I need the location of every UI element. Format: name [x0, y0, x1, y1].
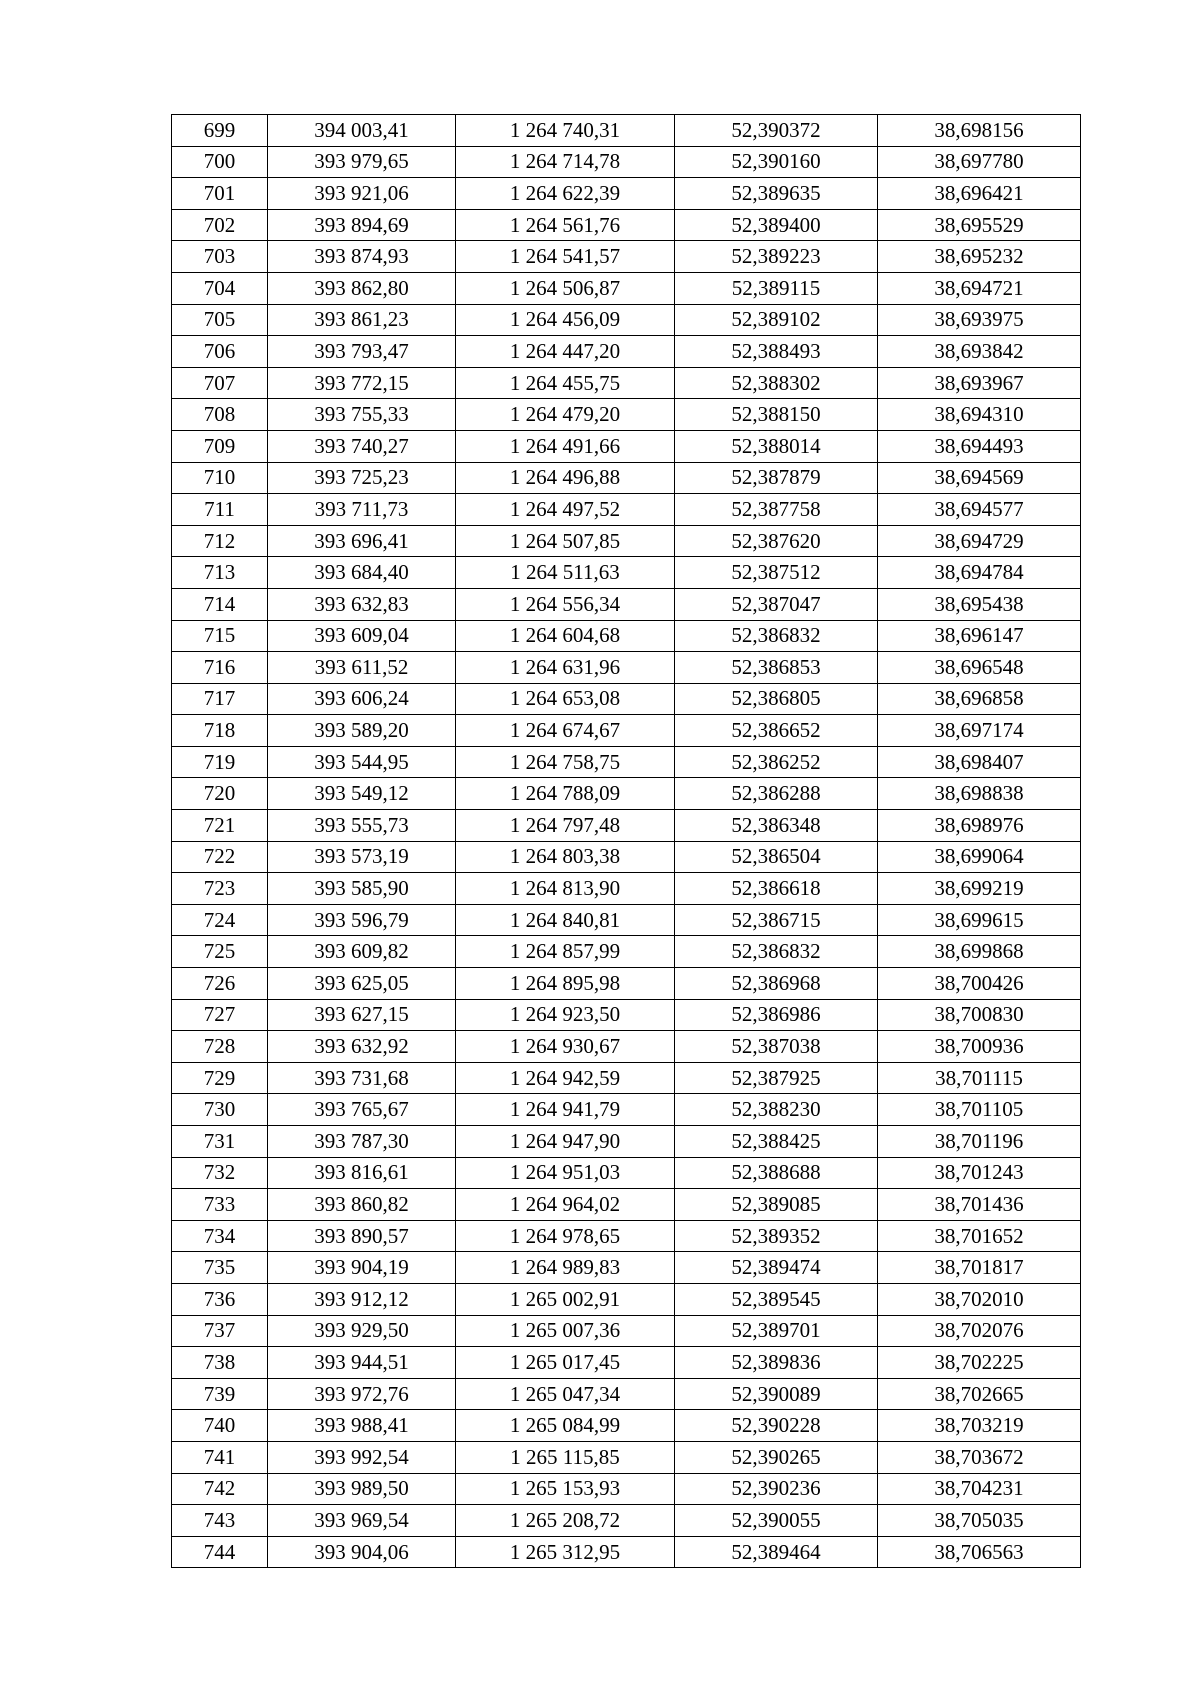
x-coordinate-cell: 393 627,15: [268, 999, 456, 1031]
y-coordinate-cell: 1 264 491,66: [456, 430, 675, 462]
table-row: [172, 462, 1081, 494]
point-number-cell: 725: [172, 936, 268, 968]
longitude-cell: 38,699868: [878, 936, 1081, 968]
latitude-cell: 52,389635: [675, 178, 878, 210]
latitude-cell: 52,387925: [675, 1062, 878, 1094]
point-number-cell: 716: [172, 652, 268, 684]
latitude-cell: 52,386252: [675, 746, 878, 778]
y-coordinate-cell: 1 264 622,39: [456, 178, 675, 210]
longitude-cell: 38,700936: [878, 1031, 1081, 1063]
longitude-cell: 38,695529: [878, 209, 1081, 241]
x-coordinate-cell: 393 725,23: [268, 462, 456, 494]
table-row: [172, 1062, 1081, 1094]
longitude-cell: 38,703219: [878, 1410, 1081, 1442]
table-row: [172, 367, 1081, 399]
point-number-cell: 719: [172, 746, 268, 778]
y-coordinate-cell: 1 264 923,50: [456, 999, 675, 1031]
table-row: [172, 272, 1081, 304]
table-row: [172, 115, 1081, 147]
point-number-cell: 711: [172, 494, 268, 526]
point-number-cell: 742: [172, 1473, 268, 1505]
point-number-cell: 730: [172, 1094, 268, 1126]
point-number-cell: 715: [172, 620, 268, 652]
latitude-cell: 52,390236: [675, 1473, 878, 1505]
latitude-cell: 52,386832: [675, 936, 878, 968]
longitude-cell: 38,693975: [878, 304, 1081, 336]
x-coordinate-cell: 393 912,12: [268, 1283, 456, 1315]
latitude-cell: 52,386853: [675, 652, 878, 684]
latitude-cell: 52,389223: [675, 241, 878, 273]
latitude-cell: 52,389701: [675, 1315, 878, 1347]
y-coordinate-cell: 1 265 153,93: [456, 1473, 675, 1505]
latitude-cell: 52,388688: [675, 1157, 878, 1189]
point-number-cell: 743: [172, 1505, 268, 1537]
point-number-cell: 707: [172, 367, 268, 399]
x-coordinate-cell: 393 606,24: [268, 683, 456, 715]
x-coordinate-cell: 393 585,90: [268, 873, 456, 905]
x-coordinate-cell: 393 944,51: [268, 1347, 456, 1379]
point-number-cell: 721: [172, 810, 268, 842]
latitude-cell: 52,386504: [675, 841, 878, 873]
longitude-cell: 38,694784: [878, 557, 1081, 589]
latitude-cell: 52,390228: [675, 1410, 878, 1442]
table-row: [172, 652, 1081, 684]
table-row: [172, 1283, 1081, 1315]
point-number-cell: 726: [172, 968, 268, 1000]
x-coordinate-cell: 393 890,57: [268, 1220, 456, 1252]
latitude-cell: 52,386348: [675, 810, 878, 842]
latitude-cell: 52,388425: [675, 1126, 878, 1158]
table-row: [172, 525, 1081, 557]
point-number-cell: 708: [172, 399, 268, 431]
x-coordinate-cell: 393 929,50: [268, 1315, 456, 1347]
table-row: [172, 620, 1081, 652]
longitude-cell: 38,702010: [878, 1283, 1081, 1315]
point-number-cell: 705: [172, 304, 268, 336]
latitude-cell: 52,389836: [675, 1347, 878, 1379]
longitude-cell: 38,701243: [878, 1157, 1081, 1189]
point-number-cell: 706: [172, 336, 268, 368]
y-coordinate-cell: 1 265 007,36: [456, 1315, 675, 1347]
latitude-cell: 52,387512: [675, 557, 878, 589]
table-row: [172, 1536, 1081, 1568]
x-coordinate-cell: 393 549,12: [268, 778, 456, 810]
table-row: [172, 873, 1081, 905]
y-coordinate-cell: 1 265 312,95: [456, 1536, 675, 1568]
y-coordinate-cell: 1 264 479,20: [456, 399, 675, 431]
table-row: [172, 1157, 1081, 1189]
table-row: [172, 430, 1081, 462]
y-coordinate-cell: 1 264 674,67: [456, 715, 675, 747]
longitude-cell: 38,701436: [878, 1189, 1081, 1221]
latitude-cell: 52,388014: [675, 430, 878, 462]
latitude-cell: 52,387758: [675, 494, 878, 526]
y-coordinate-cell: 1 264 740,31: [456, 115, 675, 147]
point-number-cell: 720: [172, 778, 268, 810]
y-coordinate-cell: 1 264 989,83: [456, 1252, 675, 1284]
y-coordinate-cell: 1 264 456,09: [456, 304, 675, 336]
table-row: [172, 1252, 1081, 1284]
latitude-cell: 52,386832: [675, 620, 878, 652]
y-coordinate-cell: 1 264 942,59: [456, 1062, 675, 1094]
table-row: [172, 683, 1081, 715]
x-coordinate-cell: 393 921,06: [268, 178, 456, 210]
y-coordinate-cell: 1 264 803,38: [456, 841, 675, 873]
point-number-cell: 740: [172, 1410, 268, 1442]
y-coordinate-cell: 1 264 978,65: [456, 1220, 675, 1252]
x-coordinate-cell: 393 632,83: [268, 588, 456, 620]
point-number-cell: 701: [172, 178, 268, 210]
latitude-cell: 52,388493: [675, 336, 878, 368]
latitude-cell: 52,389102: [675, 304, 878, 336]
y-coordinate-cell: 1 264 947,90: [456, 1126, 675, 1158]
x-coordinate-cell: 393 731,68: [268, 1062, 456, 1094]
latitude-cell: 52,389400: [675, 209, 878, 241]
y-coordinate-cell: 1 264 951,03: [456, 1157, 675, 1189]
longitude-cell: 38,704231: [878, 1473, 1081, 1505]
x-coordinate-cell: 394 003,41: [268, 115, 456, 147]
longitude-cell: 38,706563: [878, 1536, 1081, 1568]
x-coordinate-cell: 393 816,61: [268, 1157, 456, 1189]
y-coordinate-cell: 1 264 941,79: [456, 1094, 675, 1126]
longitude-cell: 38,705035: [878, 1505, 1081, 1537]
table-row: [172, 1094, 1081, 1126]
x-coordinate-cell: 393 862,80: [268, 272, 456, 304]
point-number-cell: 736: [172, 1283, 268, 1315]
point-number-cell: 722: [172, 841, 268, 873]
latitude-cell: 52,388150: [675, 399, 878, 431]
longitude-cell: 38,699219: [878, 873, 1081, 905]
y-coordinate-cell: 1 264 895,98: [456, 968, 675, 1000]
point-number-cell: 702: [172, 209, 268, 241]
x-coordinate-cell: 393 969,54: [268, 1505, 456, 1537]
longitude-cell: 38,699064: [878, 841, 1081, 873]
point-number-cell: 733: [172, 1189, 268, 1221]
y-coordinate-cell: 1 264 455,75: [456, 367, 675, 399]
x-coordinate-cell: 393 609,82: [268, 936, 456, 968]
x-coordinate-cell: 393 711,73: [268, 494, 456, 526]
coordinates-table: [171, 114, 1081, 1568]
longitude-cell: 38,700830: [878, 999, 1081, 1031]
table-row: [172, 178, 1081, 210]
table-row: [172, 557, 1081, 589]
latitude-cell: 52,390265: [675, 1441, 878, 1473]
longitude-cell: 38,698838: [878, 778, 1081, 810]
longitude-cell: 38,696147: [878, 620, 1081, 652]
table-row: [172, 841, 1081, 873]
x-coordinate-cell: 393 589,20: [268, 715, 456, 747]
latitude-cell: 52,386805: [675, 683, 878, 715]
y-coordinate-cell: 1 264 447,20: [456, 336, 675, 368]
point-number-cell: 735: [172, 1252, 268, 1284]
y-coordinate-cell: 1 264 964,02: [456, 1189, 675, 1221]
longitude-cell: 38,698156: [878, 115, 1081, 147]
latitude-cell: 52,387879: [675, 462, 878, 494]
table-row: [172, 241, 1081, 273]
longitude-cell: 38,696858: [878, 683, 1081, 715]
x-coordinate-cell: 393 573,19: [268, 841, 456, 873]
longitude-cell: 38,698976: [878, 810, 1081, 842]
y-coordinate-cell: 1 265 084,99: [456, 1410, 675, 1442]
point-number-cell: 732: [172, 1157, 268, 1189]
point-number-cell: 724: [172, 904, 268, 936]
point-number-cell: 738: [172, 1347, 268, 1379]
x-coordinate-cell: 393 787,30: [268, 1126, 456, 1158]
latitude-cell: 52,387620: [675, 525, 878, 557]
x-coordinate-cell: 393 793,47: [268, 336, 456, 368]
point-number-cell: 718: [172, 715, 268, 747]
y-coordinate-cell: 1 264 788,09: [456, 778, 675, 810]
table-row: [172, 1441, 1081, 1473]
point-number-cell: 704: [172, 272, 268, 304]
y-coordinate-cell: 1 264 507,85: [456, 525, 675, 557]
point-number-cell: 700: [172, 146, 268, 178]
latitude-cell: 52,389085: [675, 1189, 878, 1221]
y-coordinate-cell: 1 264 857,99: [456, 936, 675, 968]
point-number-cell: 744: [172, 1536, 268, 1568]
y-coordinate-cell: 1 265 017,45: [456, 1347, 675, 1379]
longitude-cell: 38,698407: [878, 746, 1081, 778]
point-number-cell: 703: [172, 241, 268, 273]
y-coordinate-cell: 1 265 002,91: [456, 1283, 675, 1315]
table-row: [172, 1315, 1081, 1347]
y-coordinate-cell: 1 265 115,85: [456, 1441, 675, 1473]
x-coordinate-cell: 393 874,93: [268, 241, 456, 273]
latitude-cell: 52,388302: [675, 367, 878, 399]
point-number-cell: 699: [172, 115, 268, 147]
latitude-cell: 52,389352: [675, 1220, 878, 1252]
x-coordinate-cell: 393 684,40: [268, 557, 456, 589]
y-coordinate-cell: 1 264 604,68: [456, 620, 675, 652]
table-row: [172, 1473, 1081, 1505]
y-coordinate-cell: 1 264 797,48: [456, 810, 675, 842]
longitude-cell: 38,702076: [878, 1315, 1081, 1347]
table-row: [172, 1410, 1081, 1442]
point-number-cell: 717: [172, 683, 268, 715]
y-coordinate-cell: 1 265 208,72: [456, 1505, 675, 1537]
longitude-cell: 38,697174: [878, 715, 1081, 747]
latitude-cell: 52,387038: [675, 1031, 878, 1063]
point-number-cell: 729: [172, 1062, 268, 1094]
longitude-cell: 38,694310: [878, 399, 1081, 431]
x-coordinate-cell: 393 772,15: [268, 367, 456, 399]
latitude-cell: 52,389545: [675, 1283, 878, 1315]
latitude-cell: 52,386618: [675, 873, 878, 905]
y-coordinate-cell: 1 264 561,76: [456, 209, 675, 241]
y-coordinate-cell: 1 264 511,63: [456, 557, 675, 589]
table-row: [172, 209, 1081, 241]
point-number-cell: 713: [172, 557, 268, 589]
table-row: [172, 968, 1081, 1000]
latitude-cell: 52,390372: [675, 115, 878, 147]
point-number-cell: 739: [172, 1378, 268, 1410]
y-coordinate-cell: 1 264 541,57: [456, 241, 675, 273]
longitude-cell: 38,695232: [878, 241, 1081, 273]
table-row: [172, 1031, 1081, 1063]
x-coordinate-cell: 393 992,54: [268, 1441, 456, 1473]
table-row: [172, 715, 1081, 747]
table-row: [172, 399, 1081, 431]
point-number-cell: 714: [172, 588, 268, 620]
latitude-cell: 52,387047: [675, 588, 878, 620]
table-row: [172, 146, 1081, 178]
x-coordinate-cell: 393 755,33: [268, 399, 456, 431]
point-number-cell: 712: [172, 525, 268, 557]
longitude-cell: 38,693967: [878, 367, 1081, 399]
x-coordinate-cell: 393 904,19: [268, 1252, 456, 1284]
table-row: [172, 588, 1081, 620]
x-coordinate-cell: 393 765,67: [268, 1094, 456, 1126]
longitude-cell: 38,694577: [878, 494, 1081, 526]
longitude-cell: 38,701652: [878, 1220, 1081, 1252]
point-number-cell: 723: [172, 873, 268, 905]
x-coordinate-cell: 393 696,41: [268, 525, 456, 557]
table-row: [172, 904, 1081, 936]
longitude-cell: 38,701817: [878, 1252, 1081, 1284]
table-row: [172, 778, 1081, 810]
latitude-cell: 52,389464: [675, 1536, 878, 1568]
point-number-cell: 734: [172, 1220, 268, 1252]
latitude-cell: 52,386288: [675, 778, 878, 810]
coordinates-table-body: [172, 115, 1081, 1568]
point-number-cell: 728: [172, 1031, 268, 1063]
x-coordinate-cell: 393 544,95: [268, 746, 456, 778]
latitude-cell: 52,389474: [675, 1252, 878, 1284]
y-coordinate-cell: 1 264 813,90: [456, 873, 675, 905]
y-coordinate-cell: 1 264 714,78: [456, 146, 675, 178]
table-row: [172, 1505, 1081, 1537]
longitude-cell: 38,701105: [878, 1094, 1081, 1126]
x-coordinate-cell: 393 609,04: [268, 620, 456, 652]
point-number-cell: 741: [172, 1441, 268, 1473]
longitude-cell: 38,697780: [878, 146, 1081, 178]
table-row: [172, 336, 1081, 368]
y-coordinate-cell: 1 264 556,34: [456, 588, 675, 620]
y-coordinate-cell: 1 264 497,52: [456, 494, 675, 526]
longitude-cell: 38,694569: [878, 462, 1081, 494]
latitude-cell: 52,388230: [675, 1094, 878, 1126]
y-coordinate-cell: 1 265 047,34: [456, 1378, 675, 1410]
x-coordinate-cell: 393 988,41: [268, 1410, 456, 1442]
x-coordinate-cell: 393 972,76: [268, 1378, 456, 1410]
table-row: [172, 936, 1081, 968]
latitude-cell: 52,390160: [675, 146, 878, 178]
y-coordinate-cell: 1 264 758,75: [456, 746, 675, 778]
table-row: [172, 746, 1081, 778]
longitude-cell: 38,702665: [878, 1378, 1081, 1410]
latitude-cell: 52,386986: [675, 999, 878, 1031]
x-coordinate-cell: 393 596,79: [268, 904, 456, 936]
latitude-cell: 52,390055: [675, 1505, 878, 1537]
x-coordinate-cell: 393 555,73: [268, 810, 456, 842]
table-row: [172, 1220, 1081, 1252]
y-coordinate-cell: 1 264 930,67: [456, 1031, 675, 1063]
table-row: [172, 494, 1081, 526]
x-coordinate-cell: 393 632,92: [268, 1031, 456, 1063]
table-row: [172, 304, 1081, 336]
y-coordinate-cell: 1 264 506,87: [456, 272, 675, 304]
latitude-cell: 52,386715: [675, 904, 878, 936]
x-coordinate-cell: 393 894,69: [268, 209, 456, 241]
longitude-cell: 38,694721: [878, 272, 1081, 304]
y-coordinate-cell: 1 264 631,96: [456, 652, 675, 684]
table-row: [172, 1378, 1081, 1410]
point-number-cell: 710: [172, 462, 268, 494]
point-number-cell: 709: [172, 430, 268, 462]
table-row: [172, 810, 1081, 842]
longitude-cell: 38,699615: [878, 904, 1081, 936]
y-coordinate-cell: 1 264 496,88: [456, 462, 675, 494]
longitude-cell: 38,693842: [878, 336, 1081, 368]
x-coordinate-cell: 393 625,05: [268, 968, 456, 1000]
longitude-cell: 38,694493: [878, 430, 1081, 462]
longitude-cell: 38,702225: [878, 1347, 1081, 1379]
table-row: [172, 1189, 1081, 1221]
longitude-cell: 38,701115: [878, 1062, 1081, 1094]
y-coordinate-cell: 1 264 840,81: [456, 904, 675, 936]
y-coordinate-cell: 1 264 653,08: [456, 683, 675, 715]
longitude-cell: 38,695438: [878, 588, 1081, 620]
x-coordinate-cell: 393 979,65: [268, 146, 456, 178]
longitude-cell: 38,701196: [878, 1126, 1081, 1158]
table-row: [172, 1126, 1081, 1158]
longitude-cell: 38,700426: [878, 968, 1081, 1000]
longitude-cell: 38,696548: [878, 652, 1081, 684]
point-number-cell: 727: [172, 999, 268, 1031]
longitude-cell: 38,694729: [878, 525, 1081, 557]
table-row: [172, 999, 1081, 1031]
longitude-cell: 38,703672: [878, 1441, 1081, 1473]
x-coordinate-cell: 393 611,52: [268, 652, 456, 684]
point-number-cell: 737: [172, 1315, 268, 1347]
latitude-cell: 52,390089: [675, 1378, 878, 1410]
latitude-cell: 52,386652: [675, 715, 878, 747]
x-coordinate-cell: 393 861,23: [268, 304, 456, 336]
latitude-cell: 52,389115: [675, 272, 878, 304]
x-coordinate-cell: 393 904,06: [268, 1536, 456, 1568]
point-number-cell: 731: [172, 1126, 268, 1158]
x-coordinate-cell: 393 860,82: [268, 1189, 456, 1221]
latitude-cell: 52,386968: [675, 968, 878, 1000]
table-row: [172, 1347, 1081, 1379]
x-coordinate-cell: 393 989,50: [268, 1473, 456, 1505]
x-coordinate-cell: 393 740,27: [268, 430, 456, 462]
longitude-cell: 38,696421: [878, 178, 1081, 210]
